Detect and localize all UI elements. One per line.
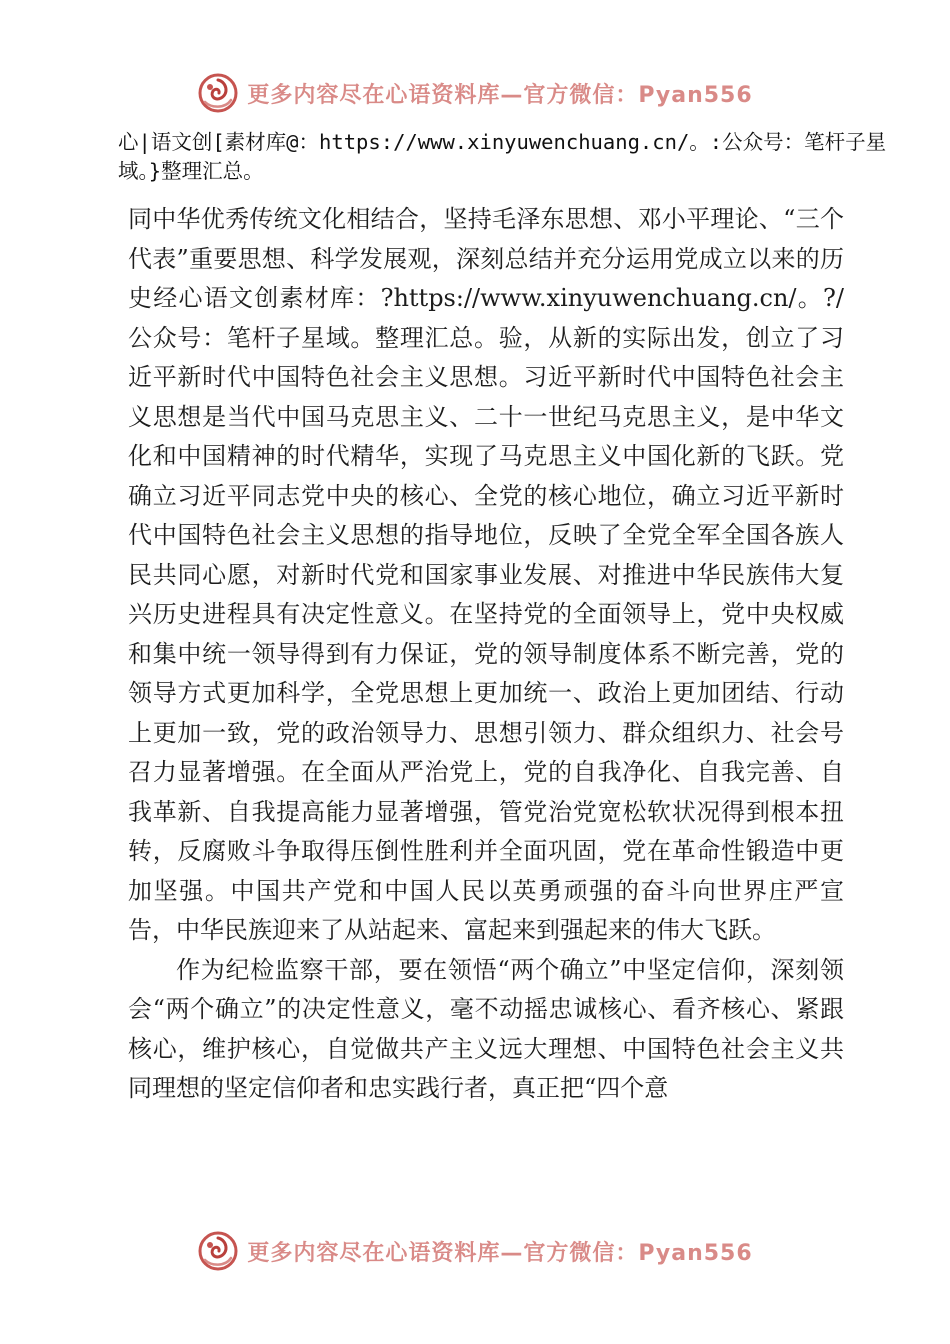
lotus-spiral-logo-icon [197,72,239,114]
source-note: 心|语文创[素材库@：https://www.xinyuwenchuang.cn/。:公众号：笔杆子星域。}整理汇总。 [118,130,887,183]
lotus-spiral-logo-icon [197,1230,239,1272]
paragraph-1: 同中华优秀传统文化相结合，坚持毛泽东思想、邓小平理论、“三个代表”重要思想、科学发展观，深刻总结并充分运用党成立以来的历史经心语文创素材库：?https://www.xinyuwenchuang.cn/。?/公众号：笔杆子星域。整理汇总。验，从新的实际出发，创立了习近平新时代中国特色社会主义思想。习近平新时代中国特色社会主义思想是当代中国马克思主义、二十一世纪马克思主义，是中华文化和中国精神的时代精华，实现了马克思主义中国化新的飞跃。党确立习近平同志党中央的核心、全党的核心地位，确立习近平新时代中国特色社会主义思想的指导地位，反映了全党全军全国各族人民共同心愿，对新时代党和国家事业发展、对推进中华民族伟大复兴历史进程具有决定性意义。在坚持党的全面领导上，党中央权威和集中统一领导得到有力保证，党的领导制度体系不断完善，党的领导方式更加科学，全党思想上更加统一、政治上更加团结、行动上更加一致，党的政治领导力、思想引领力、群众组织力、社会号召力显著增强。在全面从严治党上，党的自我净化、自我完善、自我革新、自我提高能力显著增强，管党治党宽松软状况得到根本扭转，反腐败斗争取得压倒性胜利并全面巩固，党在革命性锻造中更加坚强。中国共产党和中国人民以英勇顽强的奋斗向世界庄严宣告，中华民族迎来了从站起来、富起来到强起来的伟大飞跃。 [128,205,844,944]
header-banner [0,68,950,118]
banner-text: 更多内容尽在心语资料库—官方微信：Pyan556 [247,82,753,108]
body-text [128,200,844,1109]
paragraph-2: 作为纪检监察干部，要在领悟“两个确立”中坚定信仰，深刻领会“两个确立”的决定性意义，毫不动摇忠诚核心、看齐核心、紧跟核心，维护核心，自觉做共产主义远大理想、中国特色社会主义共同理想的坚定信仰者和忠实践行者，真正把“四个意 [128,955,844,1102]
banner-text: 更多内容尽在心语资料库—官方微信：Pyan556 [247,1240,753,1266]
footer-banner [0,1226,950,1276]
